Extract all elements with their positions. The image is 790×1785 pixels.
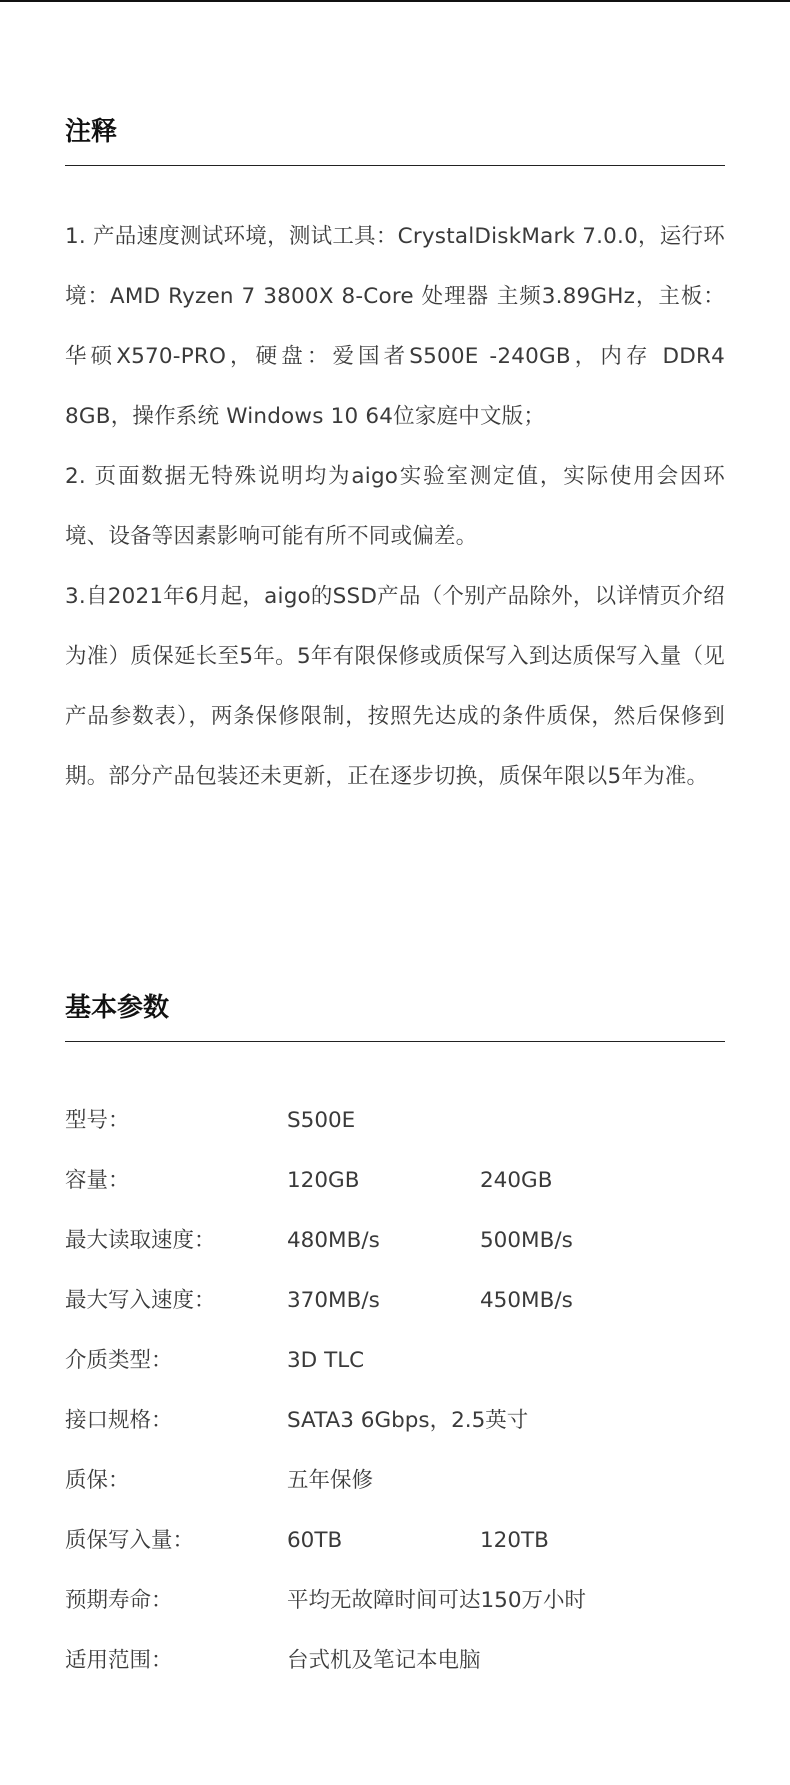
spec-row-read-speed — [65, 1211, 725, 1271]
notes-section — [65, 112, 725, 807]
spec-value-alt — [480, 1631, 725, 1691]
spec-value-alt: 500MB/s — [480, 1228, 573, 1253]
spec-value: 370MB/s — [287, 1288, 380, 1313]
spec-row-media-type — [65, 1331, 725, 1391]
spec-table — [65, 1091, 725, 1691]
spec-label: 接口规格： — [65, 1408, 173, 1433]
note-paragraph-3: 3.自2021年6月起，aigo的SSD产品（个别产品除外，以详情页介绍为准）质保延长至5年。5年有限保修或质保写入到达质保写入量（见产品参数表），两条保修限制，按照先达成的条件质保，然后保修到期。部分产品包装还未更新，正在逐步切换，质保年限以5年为准。 — [65, 584, 725, 789]
spec-value-alt — [480, 1451, 725, 1511]
spec-row-warranty — [65, 1451, 725, 1511]
spec-row-applicable — [65, 1631, 725, 1691]
spec-label: 质保写入量： — [65, 1528, 195, 1553]
specs-divider — [65, 1041, 725, 1042]
spec-label: 质保： — [65, 1468, 130, 1493]
spec-label: 预期寿命： — [65, 1588, 173, 1613]
notes-divider — [65, 165, 725, 166]
spec-row-write-speed — [65, 1271, 725, 1331]
spec-row-tbw — [65, 1511, 725, 1571]
note-paragraph-2: 2. 页面数据无特殊说明均为aigo实验室测定值，实际使用会因环境、设备等因素影响可能有所不同或偏差。 — [65, 464, 725, 549]
spec-value: 五年保修 — [287, 1468, 374, 1493]
spec-label: 最大读取速度： — [65, 1228, 216, 1253]
top-divider — [0, 0, 790, 2]
spec-value: 480MB/s — [287, 1228, 380, 1253]
spec-value: 3D TLC — [287, 1348, 365, 1373]
spec-label: 最大写入速度： — [65, 1288, 216, 1313]
spec-label: 容量： — [65, 1168, 130, 1193]
spec-row-capacity — [65, 1151, 725, 1211]
notes-body — [65, 207, 725, 807]
spec-label: 适用范围： — [65, 1648, 173, 1673]
notes-title: 注释 — [65, 117, 118, 147]
spec-label: 介质类型： — [65, 1348, 173, 1373]
spec-value-alt — [480, 1091, 725, 1151]
spec-value-alt: 450MB/s — [480, 1288, 573, 1313]
spec-row-lifespan — [65, 1571, 725, 1631]
spec-label: 型号： — [65, 1108, 130, 1133]
spec-value: 60TB — [287, 1528, 343, 1553]
spec-row-interface — [65, 1391, 725, 1451]
spec-value: 平均无故障时间可达150万小时 — [287, 1588, 587, 1613]
spec-value: 120GB — [287, 1168, 360, 1193]
spec-value-alt — [480, 1331, 725, 1391]
spec-value-alt: 240GB — [480, 1168, 553, 1193]
specs-title: 基本参数 — [65, 993, 170, 1023]
spec-value: 台式机及笔记本电脑 — [287, 1648, 481, 1673]
spec-row-model — [65, 1091, 725, 1151]
spec-value: S500E — [287, 1108, 356, 1133]
spec-value: SATA3 6Gbps，2.5英寸 — [287, 1408, 529, 1433]
spec-value-alt: 120TB — [480, 1528, 549, 1553]
note-paragraph-1: 1. 产品速度测试环境，测试工具：CrystalDiskMark 7.0.0，运行环境：AMD Ryzen 7 3800X 8-Core 处理器 主频3.89GHz，主板：华硕X570-PRO，硬盘：爱国者S500E -240GB，内存 DDR4 8GB，操作系统 Windows 10 64位家庭中文版； — [65, 224, 725, 429]
spec-value-alt — [480, 1391, 725, 1451]
specs-section — [65, 988, 725, 1691]
spec-value-alt — [480, 1571, 725, 1631]
